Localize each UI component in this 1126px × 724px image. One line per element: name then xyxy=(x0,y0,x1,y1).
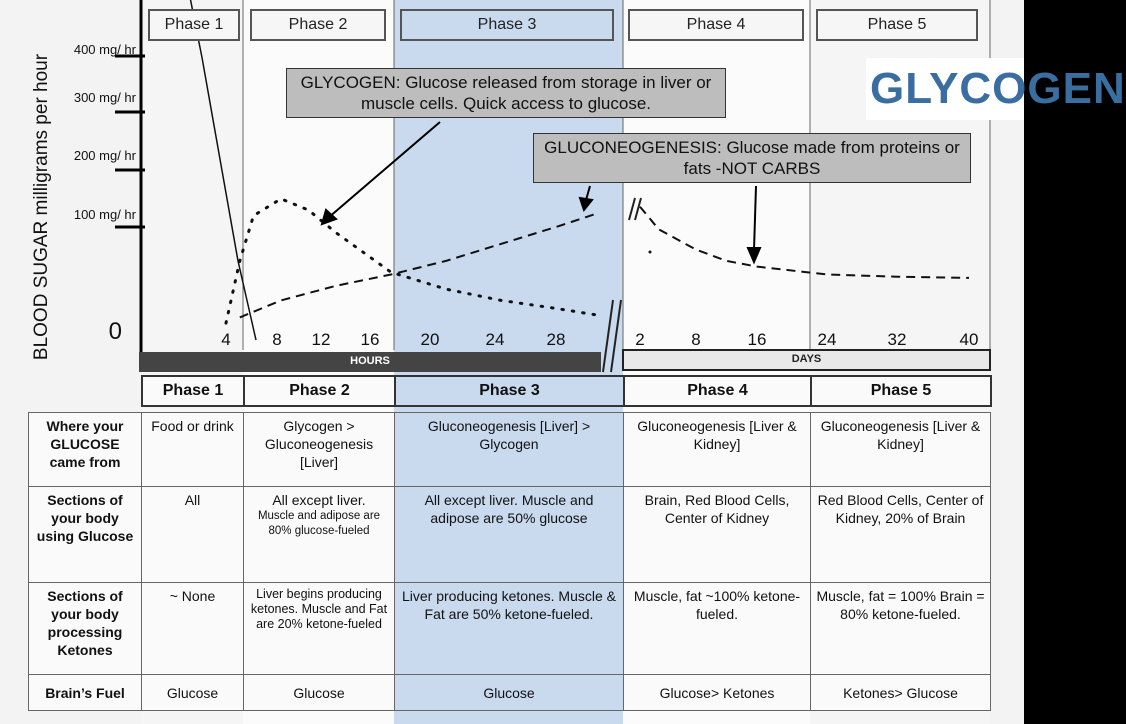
gluconeogenesis-callout: GLUCONEOGENESIS: Glucose made from proteins or fats -NOT CARBS xyxy=(533,133,971,183)
x-tick: 8 xyxy=(691,330,701,349)
table-cell: Liver producing ketones. Muscle & Fat are 50% ketone-fueled. xyxy=(395,583,624,675)
table-header: Phase 4 xyxy=(624,376,811,406)
table-row xyxy=(29,487,991,583)
y-tick-200: 200 mg/ hr xyxy=(73,148,136,163)
table-cell: Ketones> Glucose xyxy=(811,675,991,711)
table-cell xyxy=(244,487,395,583)
days-label: DAYS xyxy=(791,353,822,365)
x-tick: 8 xyxy=(272,330,282,349)
table-cell: Gluconeogenesis [Liver] > Glycogen xyxy=(395,413,624,487)
table-header-row xyxy=(142,376,991,406)
x-tick: 40 xyxy=(959,330,979,349)
table-header: Phase 1 xyxy=(142,376,244,406)
row-label: Where your GLUCOSE came from xyxy=(29,413,142,487)
table-header: Phase 2 xyxy=(244,376,395,406)
table-header: Phase 3 xyxy=(395,376,624,406)
table-cell: Glucose> Ketones xyxy=(624,675,811,711)
table-cell: Muscle, fat ~100% ketone-fueled. xyxy=(624,583,811,675)
x-tick: 16 xyxy=(747,330,767,349)
logo-text: GLYCOGEN xyxy=(866,58,1024,120)
table-row xyxy=(29,413,991,487)
y-tick-0: 0 xyxy=(108,318,122,345)
table-cell: Red Blood Cells, Center of Kidney, 20% of Brain xyxy=(811,487,991,583)
top-phase-5: Phase 5 xyxy=(816,9,978,41)
y-tick-400: 400 mg/ hr xyxy=(73,42,136,57)
x-tick: 20 xyxy=(420,330,440,349)
glycogen-callout: GLYCOGEN: Glucose released from storage in liver or muscle cells. Quick access to glucose. xyxy=(286,68,726,118)
table-cell: Muscle, fat = 100% Brain = 80% ketone-fueled. xyxy=(811,583,991,675)
top-phase-1: Phase 1 xyxy=(148,9,240,41)
row-label: Brain’s Fuel xyxy=(29,675,142,711)
phase-table xyxy=(141,375,992,407)
x-tick: 16 xyxy=(360,330,380,349)
table-cell: Brain, Red Blood Cells, Center of Kidney xyxy=(624,487,811,583)
table-cell: Glucose xyxy=(142,675,244,711)
table-cell: All xyxy=(142,487,244,583)
cell-line-small: Muscle and adipose are 80% glucose-fueled xyxy=(257,510,381,537)
table-cell: All except liver. Muscle and adipose are 50% glucose xyxy=(395,487,624,583)
row-label: Sections of your body processing Ketones xyxy=(29,583,142,675)
y-tick-100: 100 mg/ hr xyxy=(73,207,136,222)
x-tick: 4 xyxy=(221,330,231,349)
x-tick: 32 xyxy=(887,330,907,349)
row-label: Sections of your body using Glucose xyxy=(29,487,142,583)
top-phase-2: Phase 2 xyxy=(250,9,386,41)
table-cell: Glucose xyxy=(395,675,624,711)
table-cell: Glycogen > Gluconeogenesis [Liver] xyxy=(244,413,395,487)
top-phase-4: Phase 4 xyxy=(628,9,804,41)
y-axis-label: BLOOD SUGAR milligrams per hour xyxy=(31,53,52,361)
table-row xyxy=(29,583,991,675)
table-cell: Gluconeogenesis [Liver & Kidney] xyxy=(811,413,991,487)
table-cell: Liver begins producing ketones. Muscle and Fat are 20% ketone-fueled xyxy=(244,583,395,675)
x-tick: 24 xyxy=(485,330,505,349)
phase-table-body xyxy=(28,412,991,711)
table-row xyxy=(29,675,991,711)
top-phase-3: Phase 3 xyxy=(400,9,614,41)
x-tick: 2 xyxy=(635,330,645,349)
table-header: Phase 5 xyxy=(811,376,991,406)
table-cell: ~ None xyxy=(142,583,244,675)
y-tick-300: 300 mg/ hr xyxy=(73,90,136,105)
table-cell: Gluconeogenesis [Liver & Kidney] xyxy=(624,413,811,487)
x-tick: 24 xyxy=(817,330,837,349)
table-cell: Food or drink xyxy=(142,413,244,487)
x-tick: 28 xyxy=(546,330,566,349)
table-cell: Glucose xyxy=(244,675,395,711)
cell-line: All except liver. xyxy=(272,492,366,508)
x-tick: 12 xyxy=(311,330,331,349)
hours-label: HOURS xyxy=(350,355,390,367)
